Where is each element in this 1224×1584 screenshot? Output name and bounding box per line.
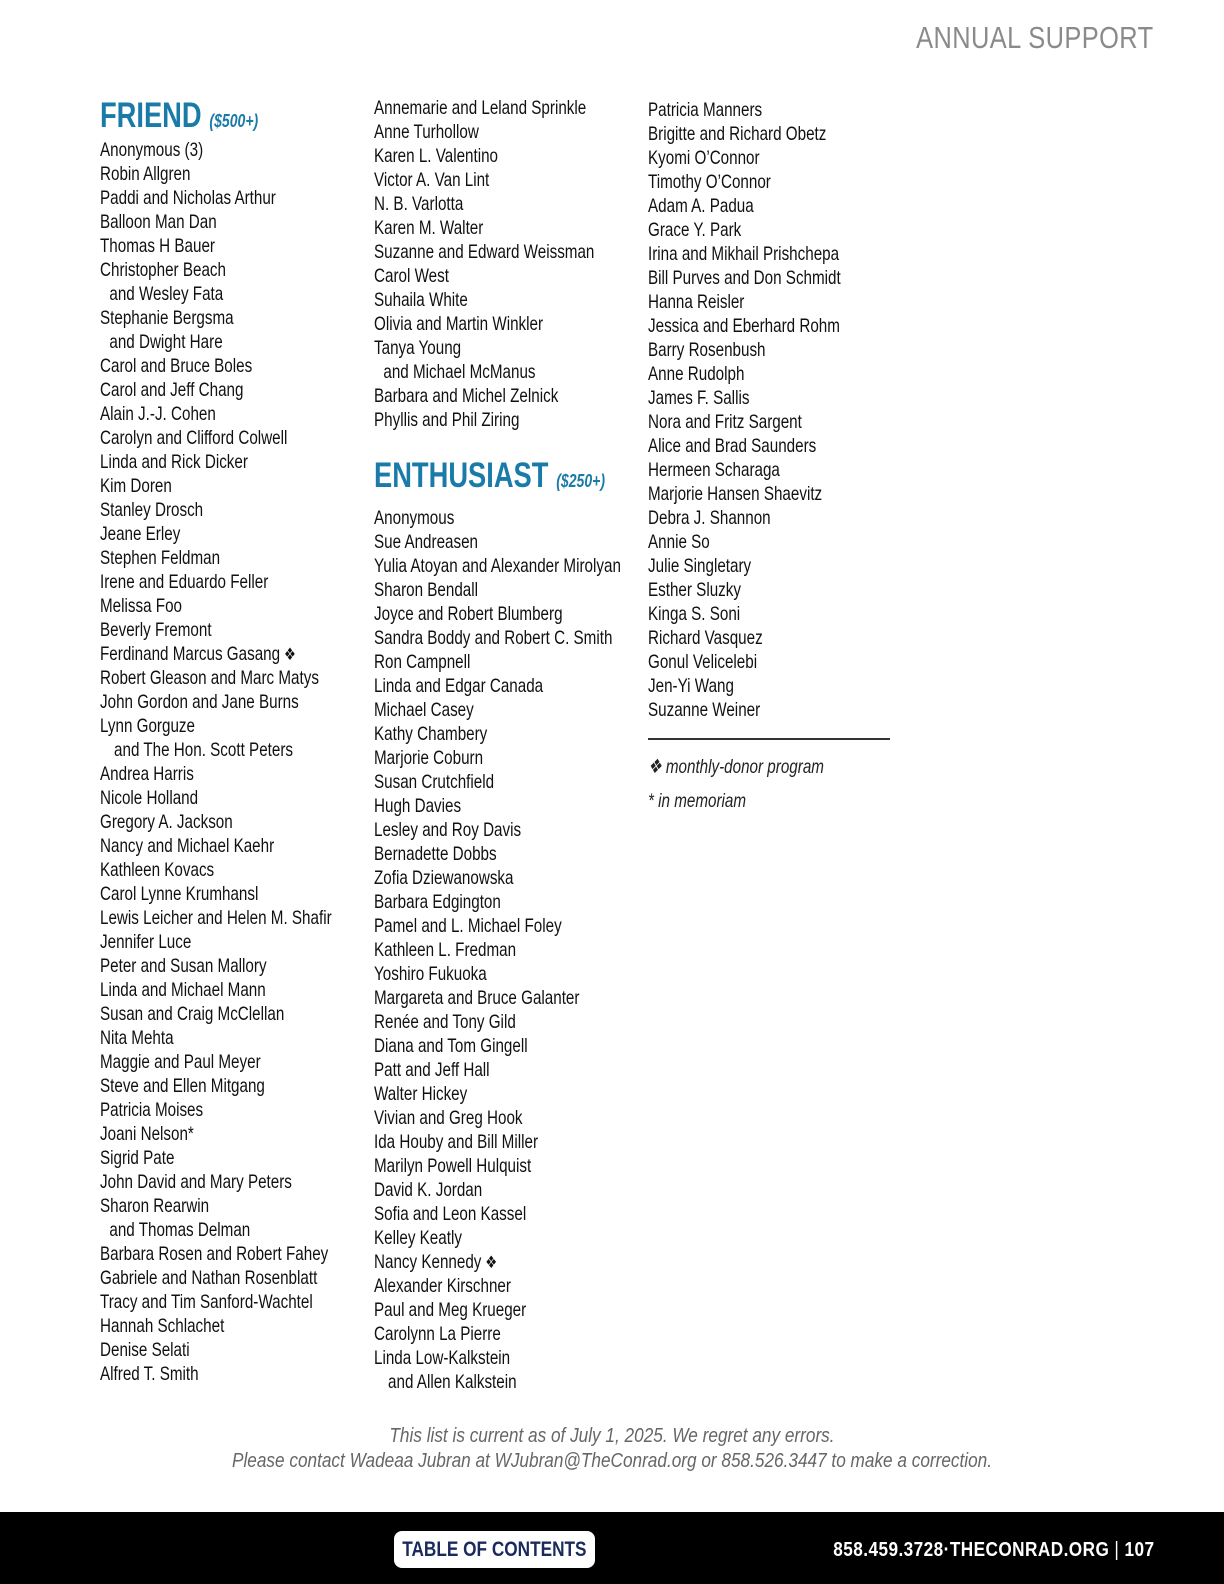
footer-divider: | <box>1113 1539 1119 1561</box>
donor-name: Lynn Gorguze <box>100 715 195 737</box>
donor-name: Beverly Fremont <box>100 619 212 641</box>
column-3-content <box>648 96 918 722</box>
donor-name: Stanley Drosch <box>100 499 204 521</box>
donor-name: Brigitte and Richard Obetz <box>648 123 827 145</box>
donor-name: Jen-Yi Wang <box>648 675 734 697</box>
donor-name: Carolynn La Pierre <box>374 1323 501 1345</box>
donor-name: Suzanne and Edward Weissman <box>374 241 595 263</box>
donor-name-text: Ferdinand Marcus Gasang <box>100 643 281 665</box>
donor-name: Marjorie Coburn <box>374 747 484 769</box>
donor-column-1 <box>100 96 370 1386</box>
donor-name: Paul and Meg Krueger <box>374 1299 527 1321</box>
footer-dot: · <box>943 1539 950 1561</box>
donor-name: Kinga S. Soni <box>648 603 741 625</box>
donor-name: Alfred T. Smith <box>100 1363 199 1385</box>
donor-name: Kelley Keatly <box>374 1227 462 1249</box>
donor-name: Carol West <box>374 265 449 287</box>
footer-contact <box>833 1536 1154 1564</box>
donor-name: Carol and Jeff Chang <box>100 379 244 401</box>
donor-name: Hermeen Scharaga <box>648 459 780 481</box>
donor-name: Sharon Rearwin <box>100 1195 210 1217</box>
donor-name: Julie Singletary <box>648 555 752 577</box>
donor-column-3 <box>648 96 918 722</box>
correction-note-line-1: This list is current as of July 1, 2025. We regret any errors. <box>389 1425 835 1447</box>
donor-name: Andrea Harris <box>100 763 194 785</box>
donor-name-continuation: and Michael McManus <box>383 361 536 383</box>
donor-name: Bill Purves and Don Schmidt <box>648 267 841 289</box>
donor-name: Kathy Chambery <box>374 723 488 745</box>
donor-name: Bernadette Dobbs <box>374 843 497 865</box>
donor-name: Gregory A. Jackson <box>100 811 233 833</box>
donor-name: Jennifer Luce <box>100 931 192 953</box>
donor-name: Jeane Erley <box>100 523 181 545</box>
donor-name: Esther Sluzky <box>648 579 741 601</box>
donor-name-continuation: and Wesley Fata <box>109 283 224 305</box>
donor-name: Grace Y. Park <box>648 219 742 241</box>
footer-website-link[interactable]: THECONRAD.ORG <box>949 1539 1109 1561</box>
donor-name: Christopher Beach <box>100 259 226 281</box>
donor-name: Ida Houby and Bill Miller <box>374 1131 539 1153</box>
donor-name: Barbara and Michel Zelnick <box>374 385 559 407</box>
donor-name-monthly <box>374 1250 644 1274</box>
legend-in-memoriam: * in memoriam <box>648 790 747 812</box>
donor-name: Sigrid Pate <box>100 1147 175 1169</box>
donor-name: James F. Sallis <box>648 387 750 409</box>
donor-name: Carol and Bruce Boles <box>100 355 253 377</box>
donor-name: Stephanie Bergsma <box>100 307 234 329</box>
donor-name: Paddi and Nicholas Arthur <box>100 187 276 209</box>
donor-name: Yoshiro Fukuoka <box>374 963 487 985</box>
donor-name: Hannah Schlachet <box>100 1315 225 1337</box>
donor-name: Karen L. Valentino <box>374 145 499 167</box>
donor-name: Robert Gleason and Marc Matys <box>100 667 319 689</box>
donor-name: Nicole Holland <box>100 787 199 809</box>
donor-name: Nora and Fritz Sargent <box>648 411 802 433</box>
donor-name: Tracy and Tim Sanford-Wachtel <box>100 1291 313 1313</box>
donor-name: Tanya Young <box>374 337 462 359</box>
donor-name: Sue Andreasen <box>374 531 479 553</box>
donor-name: Timothy O’Connor <box>648 171 771 193</box>
donor-name: Lewis Leicher and Helen M. Shafir <box>100 907 332 929</box>
donor-name: Linda and Rick Dicker <box>100 451 248 473</box>
donor-name: Suzanne Weiner <box>648 699 761 721</box>
donor-name: Sandra Boddy and Robert C. Smith <box>374 627 613 649</box>
donor-name: Jessica and Eberhard Rohm <box>648 315 840 337</box>
donor-name: Peter and Susan Mallory <box>100 955 267 977</box>
donor-name: Phyllis and Phil Ziring <box>374 409 520 431</box>
enthusiast-list-continued <box>648 98 918 722</box>
donor-name: Carolyn and Clifford Colwell <box>100 427 288 449</box>
legend-divider <box>648 738 890 740</box>
donor-name: Marilyn Powell Hulquist <box>374 1155 532 1177</box>
donor-name: Melissa Foo <box>100 595 182 617</box>
donor-name: Hugh Davies <box>374 795 462 817</box>
donor-name: Linda Low-Kalkstein <box>374 1347 511 1369</box>
donor-name: Joyce and Robert Blumberg <box>374 603 563 625</box>
donor-name: Barbara Rosen and Robert Fahey <box>100 1243 329 1265</box>
footer-phone: 858.459.3728 <box>832 1539 944 1561</box>
page-header-title: ANNUAL SUPPORT <box>916 20 1154 55</box>
legend-monthly-donor: ❖ monthly-donor program <box>648 756 824 778</box>
friend-range: ($500+) <box>209 111 259 131</box>
donor-name-monthly <box>100 642 370 666</box>
donor-name: Adam A. Padua <box>648 195 754 217</box>
donor-name: Walter Hickey <box>374 1083 468 1105</box>
donor-name: Barry Rosenbush <box>648 339 766 361</box>
donor-name: Anonymous (3) <box>100 139 204 161</box>
donor-name: Alexander Kirschner <box>374 1275 511 1297</box>
monthly-donor-icon: ❖ <box>485 1253 498 1272</box>
donor-name: Susan Crutchfield <box>374 771 495 793</box>
donor-name: Annie So <box>648 531 710 553</box>
friend-list <box>100 138 370 1386</box>
donor-name: Debra J. Shannon <box>648 507 771 529</box>
donor-name: Irene and Eduardo Feller <box>100 571 269 593</box>
donor-name: Marjorie Hansen Shaevitz <box>648 483 823 505</box>
donor-name: Steve and Ellen Mitgang <box>100 1075 265 1097</box>
donor-name: Gonul Velicelebi <box>648 651 758 673</box>
donor-name: John Gordon and Jane Burns <box>100 691 299 713</box>
donor-name: Anonymous <box>374 507 455 529</box>
donor-name-continuation: and Dwight Hare <box>109 331 223 353</box>
donor-name: Linda and Michael Mann <box>100 979 266 1001</box>
donor-name: Karen M. Walter <box>374 217 484 239</box>
donor-name: Patricia Moises <box>100 1099 204 1121</box>
donor-name: Kim Doren <box>100 475 172 497</box>
donor-name: Renée and Tony Gild <box>374 1011 516 1033</box>
donor-name: Nita Mehta <box>100 1027 174 1049</box>
donor-name: Alice and Brad Saunders <box>648 435 817 457</box>
column-2-content <box>374 96 644 1394</box>
donor-name: Kathleen Kovacs <box>100 859 215 881</box>
donor-name: Barbara Edgington <box>374 891 501 913</box>
donor-name: Patt and Jeff Hall <box>374 1059 490 1081</box>
donor-name: Michael Casey <box>374 699 474 721</box>
donor-name-text: Nancy Kennedy <box>374 1251 482 1273</box>
donor-name-continuation: and Thomas Delman <box>109 1219 251 1241</box>
donor-name: John David and Mary Peters <box>100 1171 292 1193</box>
donor-name: Nancy and Michael Kaehr <box>100 835 275 857</box>
donor-name: Olivia and Martin Winkler <box>374 313 544 335</box>
donor-name: Vivian and Greg Hook <box>374 1107 523 1129</box>
donor-name: Annemarie and Leland Sprinkle <box>374 97 587 119</box>
page-number: 107 <box>1124 1539 1154 1561</box>
monthly-donor-icon: ❖ <box>283 645 296 664</box>
donor-name: Kyomi O’Connor <box>648 147 760 169</box>
donor-name: Stephen Feldman <box>100 547 221 569</box>
donor-name: Linda and Edgar Canada <box>374 675 544 697</box>
donor-name: Carol Lynne Krumhansl <box>100 883 259 905</box>
friend-list-continued <box>374 96 644 432</box>
donor-name: Sofia and Leon Kassel <box>374 1203 527 1225</box>
donor-name: Balloon Man Dan <box>100 211 217 233</box>
donor-name: Pamel and L. Michael Foley <box>374 915 562 937</box>
friend-heading <box>100 96 370 138</box>
donor-name: N. B. Varlotta <box>374 193 464 215</box>
donor-name: Joani Nelson* <box>100 1123 194 1145</box>
friend-title: FRIEND <box>100 96 202 135</box>
donor-name: Irina and Mikhail Prishchepa <box>648 243 840 265</box>
donor-name: Susan and Craig McClellan <box>100 1003 285 1025</box>
donor-name-continuation: and Allen Kalkstein <box>388 1371 517 1393</box>
donor-name: Victor A. Van Lint <box>374 169 490 191</box>
donor-name: Patricia Manners <box>648 99 763 121</box>
correction-note-line-2: Please contact Wadeaa Jubran at WJubran@TheConrad.org or 858.526.3447 to make a correction. <box>231 1450 993 1472</box>
enthusiast-range: ($250+) <box>556 471 606 491</box>
donor-name: David K. Jordan <box>374 1179 483 1201</box>
enthusiast-heading <box>374 456 644 498</box>
donor-name: Margareta and Bruce Galanter <box>374 987 580 1009</box>
donor-name: Hanna Reisler <box>648 291 745 313</box>
donor-name: Alain J.-J. Cohen <box>100 403 216 425</box>
donor-name: Zofia Dziewanowska <box>374 867 514 889</box>
table-of-contents-button[interactable] <box>394 1531 595 1568</box>
donor-column-2 <box>374 96 644 1394</box>
donor-name: Maggie and Paul Meyer <box>100 1051 261 1073</box>
enthusiast-list <box>374 506 644 1394</box>
donor-name: Denise Selati <box>100 1339 190 1361</box>
donor-name: Lesley and Roy Davis <box>374 819 522 841</box>
donor-name: Yulia Atoyan and Alexander Mirolyan <box>374 555 621 577</box>
table-of-contents-label: TABLE OF CONTENTS <box>402 1537 587 1561</box>
donor-name: Thomas H Bauer <box>100 235 215 257</box>
enthusiast-title: ENTHUSIAST <box>374 456 549 495</box>
donor-name: Ron Campnell <box>374 651 471 673</box>
donor-name-continuation: and The Hon. Scott Peters <box>114 739 294 761</box>
correction-note <box>0 1424 1224 1474</box>
donor-name: Anne Turhollow <box>374 121 479 143</box>
donor-name: Richard Vasquez <box>648 627 763 649</box>
donor-name: Gabriele and Nathan Rosenblatt <box>100 1267 318 1289</box>
donor-name: Sharon Bendall <box>374 579 479 601</box>
donor-name: Suhaila White <box>374 289 468 311</box>
donor-name: Kathleen L. Fredman <box>374 939 517 961</box>
donor-name: Robin Allgren <box>100 163 191 185</box>
friend-section <box>100 96 370 1386</box>
donor-name: Anne Rudolph <box>648 363 745 385</box>
legend <box>648 750 874 818</box>
donor-name: Diana and Tom Gingell <box>374 1035 528 1057</box>
